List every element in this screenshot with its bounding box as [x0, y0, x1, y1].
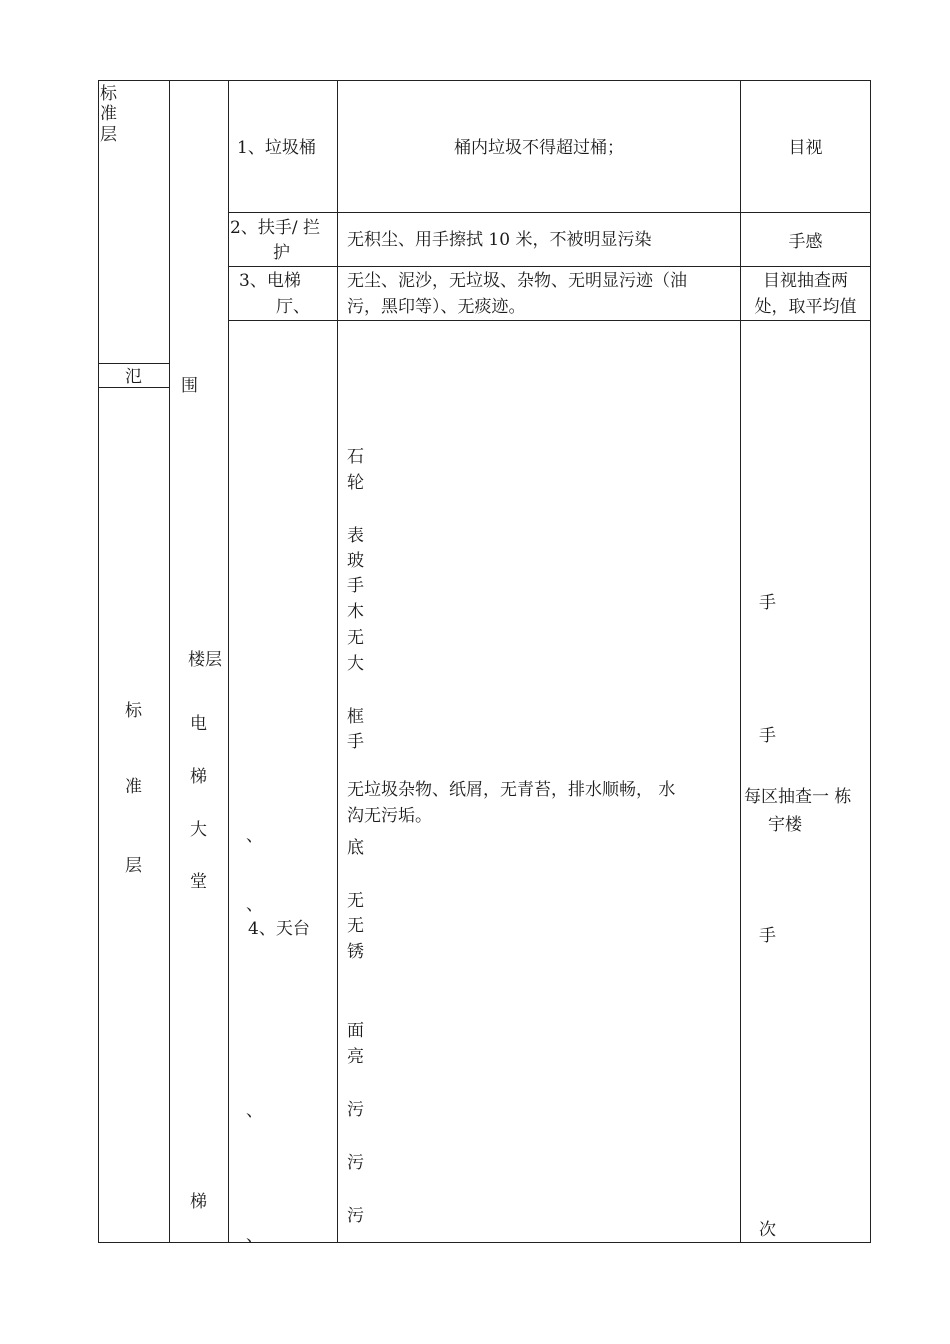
col1-cell-top-line — [98, 363, 169, 364]
col4-divider — [740, 80, 741, 1243]
row2-item-line-1: 2、扶手/ 拦 — [230, 218, 320, 238]
row4-method-char: 手 — [759, 593, 776, 613]
col1-divider — [169, 80, 170, 1243]
col3-divider — [337, 80, 338, 1243]
row4-std-sentence-line-1: 无垃圾杂物、纸屑，无青苔，排水顺畅， 水 — [347, 780, 676, 800]
row4-item-mark-3: 、 — [246, 1101, 263, 1121]
table-bottom-border — [98, 1242, 871, 1243]
row4-std-char: 污 — [347, 1100, 364, 1120]
row1-item: 1、垃圾桶 — [237, 138, 316, 158]
row1-method: 目视 — [788, 138, 823, 158]
col2-lower-line-4: 大 — [190, 820, 207, 840]
col2-lower-line-3: 梯 — [190, 767, 207, 787]
row2-standard: 无积尘、用手擦拭 10 米，不被明显污染 — [347, 230, 652, 250]
row4-method-char: 次 — [759, 1220, 776, 1240]
row4-method-sentence-line-2: 宇楼 — [768, 815, 802, 835]
row4-std-sentence-line-2: 沟无污垢。 — [347, 806, 432, 826]
col1-bottom-label-3: 层 — [125, 856, 142, 876]
row4-item-mark-1: 、 — [246, 826, 263, 846]
row4-std-char: 表 — [347, 526, 364, 546]
row4-std-char: 无 — [347, 916, 364, 936]
row2-method: 手感 — [788, 232, 823, 252]
row3-method-line-2: 处，取平均值 — [754, 297, 857, 317]
row4-std-char: 大 — [347, 654, 364, 674]
row3-method-line-1: 目视抽查两 — [763, 271, 848, 291]
row4-item-label: 4、天台 — [248, 919, 310, 939]
col2-divider — [228, 80, 229, 1243]
col2-lower-line-1: 楼层 — [188, 650, 222, 670]
row4-std-char: 框 — [347, 707, 364, 727]
row3-divider — [228, 320, 871, 321]
row4-std-char: 石 — [347, 447, 364, 467]
row4-std-char: 污 — [347, 1206, 364, 1226]
row3-standard-line-1: 无尘、泥沙，无垃圾、杂物、无明显污迹（油 — [347, 271, 687, 291]
table-right-border — [870, 80, 871, 1243]
col2-bottom-label: 梯 — [190, 1192, 207, 1212]
row4-method-sentence-line-1: 每区抽查一 栋 — [744, 787, 852, 807]
table-top-border — [98, 80, 871, 81]
row4-std-char: 木 — [347, 602, 364, 622]
row4-method-char: 手 — [759, 926, 776, 946]
row1-standard: 桶内垃圾不得超过桶； — [454, 138, 624, 158]
col2-upper-label: 围 — [181, 376, 198, 396]
row3-standard-line-2: 污，黑印等）、无痰迹。 — [347, 297, 526, 317]
col1-mid-label: 氾 — [125, 367, 142, 387]
col1-top-label: 标准层 — [100, 84, 117, 145]
row4-std-char: 无 — [347, 891, 364, 911]
row4-std-char: 无 — [347, 628, 364, 648]
col1-bottom-label-2: 准 — [125, 777, 142, 797]
row3-item-line-2: 厅、 — [276, 297, 310, 317]
row4-method-char: 手 — [759, 726, 776, 746]
table-left-border — [98, 80, 99, 1243]
col1-bottom-label-1: 标 — [125, 701, 142, 721]
col2-lower-line-5: 堂 — [190, 872, 207, 892]
row4-std-char: 手 — [347, 732, 364, 752]
row4-item-mark-4: 、 — [246, 1226, 263, 1246]
row4-std-char: 面 — [347, 1021, 364, 1041]
row4-std-char: 玻 — [347, 551, 364, 571]
row2-item-line-2: 护 — [273, 243, 290, 263]
row4-item-mark-2: 、 — [246, 895, 263, 915]
row3-item-line-1: 3、电梯 — [239, 271, 301, 291]
row4-std-char: 污 — [347, 1153, 364, 1173]
row4-std-char: 亮 — [347, 1047, 364, 1067]
row4-std-char: 手 — [347, 576, 364, 596]
col2-lower-line-2: 电 — [190, 714, 207, 734]
row1-divider — [228, 212, 871, 213]
row4-std-char: 锈 — [347, 942, 364, 962]
row4-std-char: 轮 — [347, 473, 364, 493]
row4-std-char: 底 — [347, 838, 364, 858]
row2-divider — [228, 266, 871, 267]
